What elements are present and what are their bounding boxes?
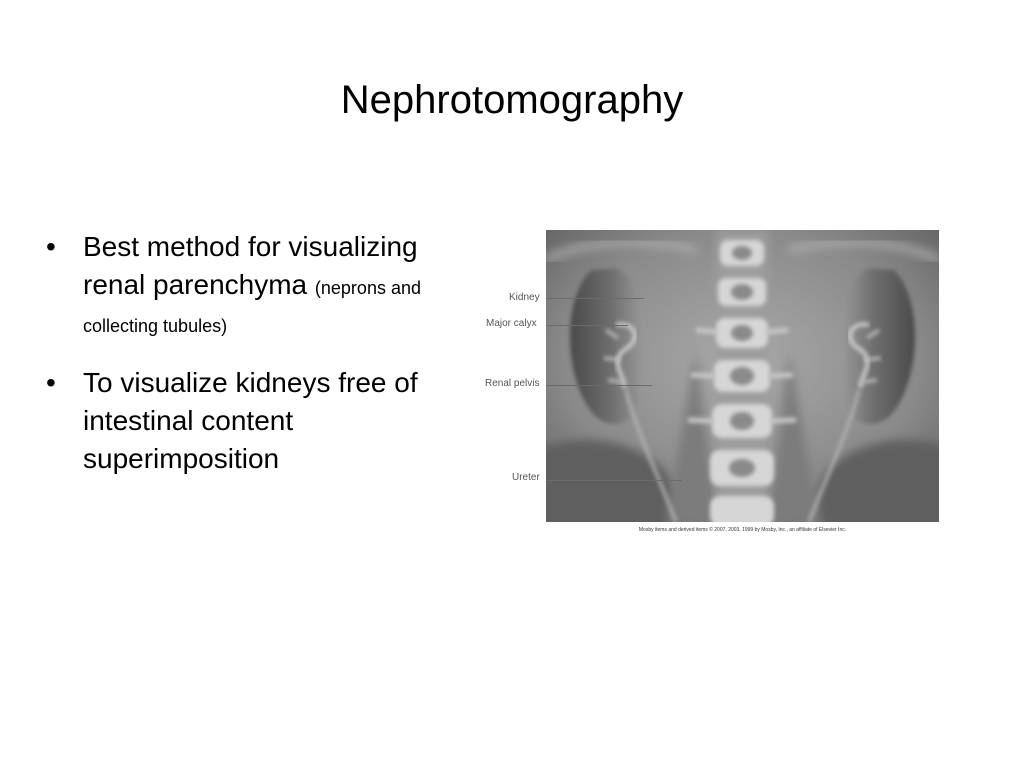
label-ureter: Ureter <box>512 472 540 483</box>
bullet-item <box>46 228 466 342</box>
bullet-list <box>46 228 466 500</box>
bullet-note: (neprons and collecting tubules) <box>83 278 421 336</box>
leader-line-renal-pelvis <box>546 385 652 386</box>
kidney-xray-image <box>546 230 939 522</box>
leader-line-major-calyx <box>546 325 628 326</box>
bullet-text: To visualize kidneys free of intestinal content superimposition <box>83 367 418 474</box>
label-renal-pelvis: Renal pelvis <box>485 378 540 389</box>
leader-line-kidney <box>546 298 644 299</box>
label-kidney: Kidney <box>509 292 540 303</box>
image-credit: Mosby items and derived items © 2007, 2003, 1999 by Mosby, Inc., an affiliate of Elsevier Inc. <box>638 527 847 533</box>
bullet-item <box>46 364 466 478</box>
label-major-calyx: Major calyx <box>486 318 537 329</box>
bullet-marker: • <box>46 231 56 262</box>
bullet-text: Best method for visualizing renal parenchyma <box>83 231 418 300</box>
bullet-marker: • <box>46 367 56 398</box>
xray-figure <box>480 230 940 540</box>
leader-line-ureter <box>546 480 682 481</box>
slide-title: Nephrotomography <box>340 78 684 122</box>
